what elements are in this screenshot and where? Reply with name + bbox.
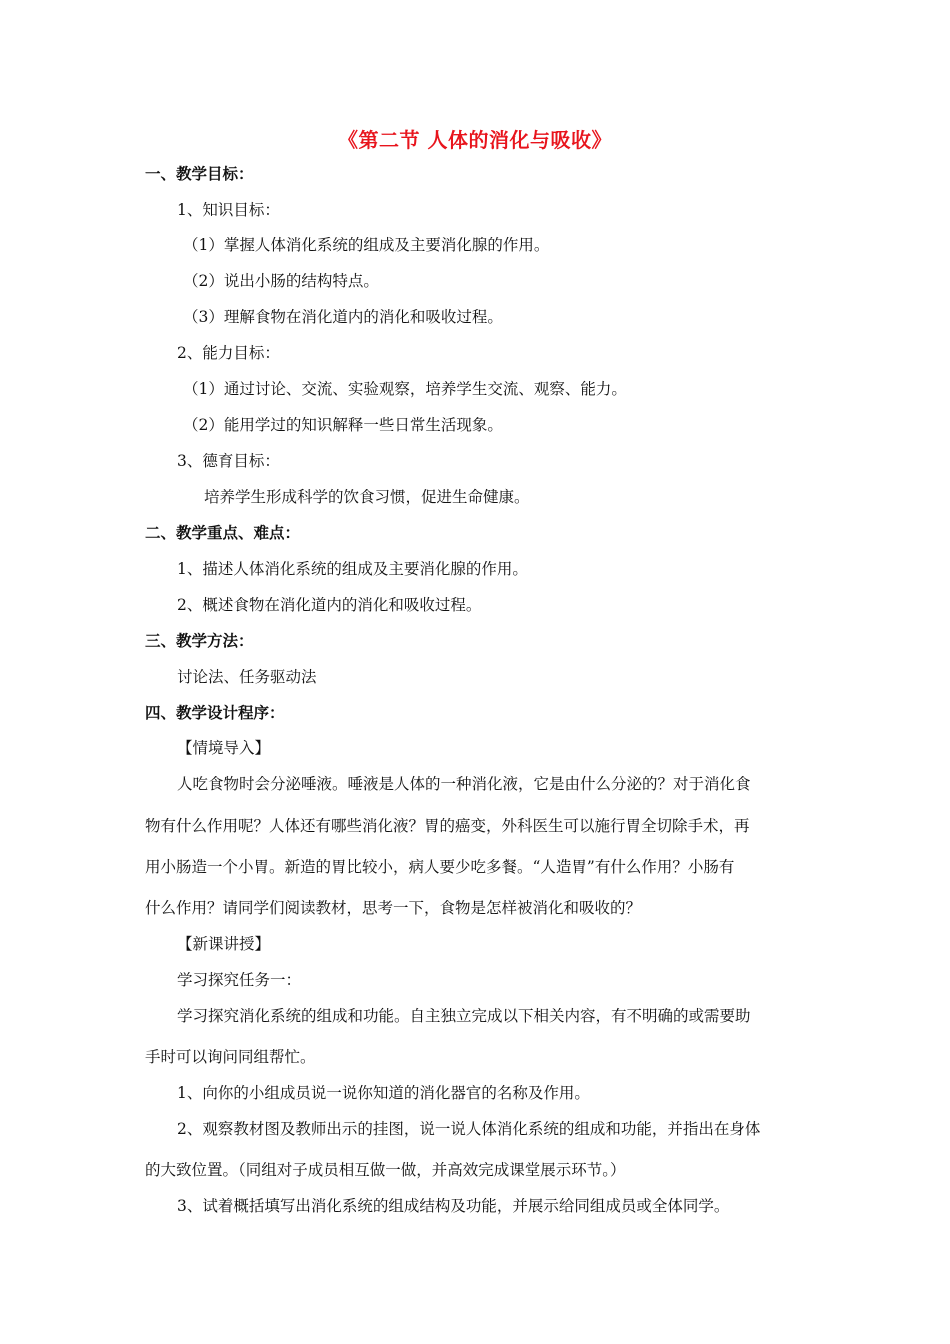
intro-paragraph-line-1: 人吃食物时会分泌唾液。唾液是人体的一种消化液，它是由什么分泌的？对于消化食 xyxy=(177,775,751,793)
section-heading-design: 四、教学设计程序： xyxy=(145,704,285,722)
key-point-2: 2、概述食物在消化道内的消化和吸收过程。 xyxy=(177,596,482,614)
document-title: 《第二节 人体的消化与吸收》 xyxy=(338,128,612,152)
section-heading-objectives: 一、教学目标： xyxy=(145,165,254,183)
moral-objectives-heading: 3、德育目标： xyxy=(177,452,280,470)
task-one-paragraph-line-1: 学习探究消化系统的组成和功能。自主独立完成以下相关内容，有不明确的或需要助 xyxy=(177,1007,751,1025)
moral-objective-1: 培养学生形成科学的饮食习惯，促进生命健康。 xyxy=(204,488,530,506)
intro-paragraph-line-4: 什么作用？请同学们阅读教材，思考一下，食物是怎样被消化和吸收的？ xyxy=(145,899,642,917)
methods-text: 讨论法、任务驱动法 xyxy=(177,668,317,686)
ability-objective-1: （1）通过讨论、交流、实验观察，培养学生交流、观察、能力。 xyxy=(183,380,627,398)
new-lesson-label: 【新课讲授】 xyxy=(177,935,271,953)
intro-paragraph-line-3: 用小肠造一个小胃。新造的胃比较小，病人要少吃多餐。“人造胃”有什么作用？小肠有 xyxy=(145,858,735,876)
task-item-2-line-2: 的大致位置。（同组对子成员相互做一做，并高效完成课堂展示环节。） xyxy=(145,1161,626,1179)
task-one-heading: 学习探究任务一： xyxy=(177,971,302,989)
task-one-paragraph-line-2: 手时可以询问同组帮忙。 xyxy=(145,1048,316,1066)
knowledge-objectives-heading: 1、知识目标： xyxy=(177,201,280,219)
intro-label: 【情境导入】 xyxy=(177,739,271,757)
section-heading-methods: 三、教学方法： xyxy=(145,632,254,650)
section-heading-key-points: 二、教学重点、难点： xyxy=(145,524,301,542)
task-item-2-line-1: 2、观察教材图及教师出示的挂图，说一说人体消化系统的组成和功能，并指出在身体 xyxy=(177,1120,761,1138)
knowledge-objective-1: （1）掌握人体消化系统的组成及主要消化腺的作用。 xyxy=(183,236,550,254)
knowledge-objective-3: （3）理解食物在消化道内的消化和吸收过程。 xyxy=(183,308,503,326)
task-item-3: 3、试着概括填写出消化系统的组成结构及功能，并展示给同组成员或全体同学。 xyxy=(177,1197,730,1215)
ability-objective-2: （2）能用学过的知识解释一些日常生活现象。 xyxy=(183,416,503,434)
intro-paragraph-line-2: 物有什么作用呢？人体还有哪些消化液？胃的癌变，外科医生可以施行胃全切除手术，再 xyxy=(145,817,750,835)
task-item-1: 1、向你的小组成员说一说你知道的消化器官的名称及作用。 xyxy=(177,1084,590,1102)
ability-objectives-heading: 2、能力目标： xyxy=(177,344,280,362)
key-point-1: 1、描述人体消化系统的组成及主要消化腺的作用。 xyxy=(177,560,528,578)
knowledge-objective-2: （2）说出小肠的结构特点。 xyxy=(183,272,379,290)
